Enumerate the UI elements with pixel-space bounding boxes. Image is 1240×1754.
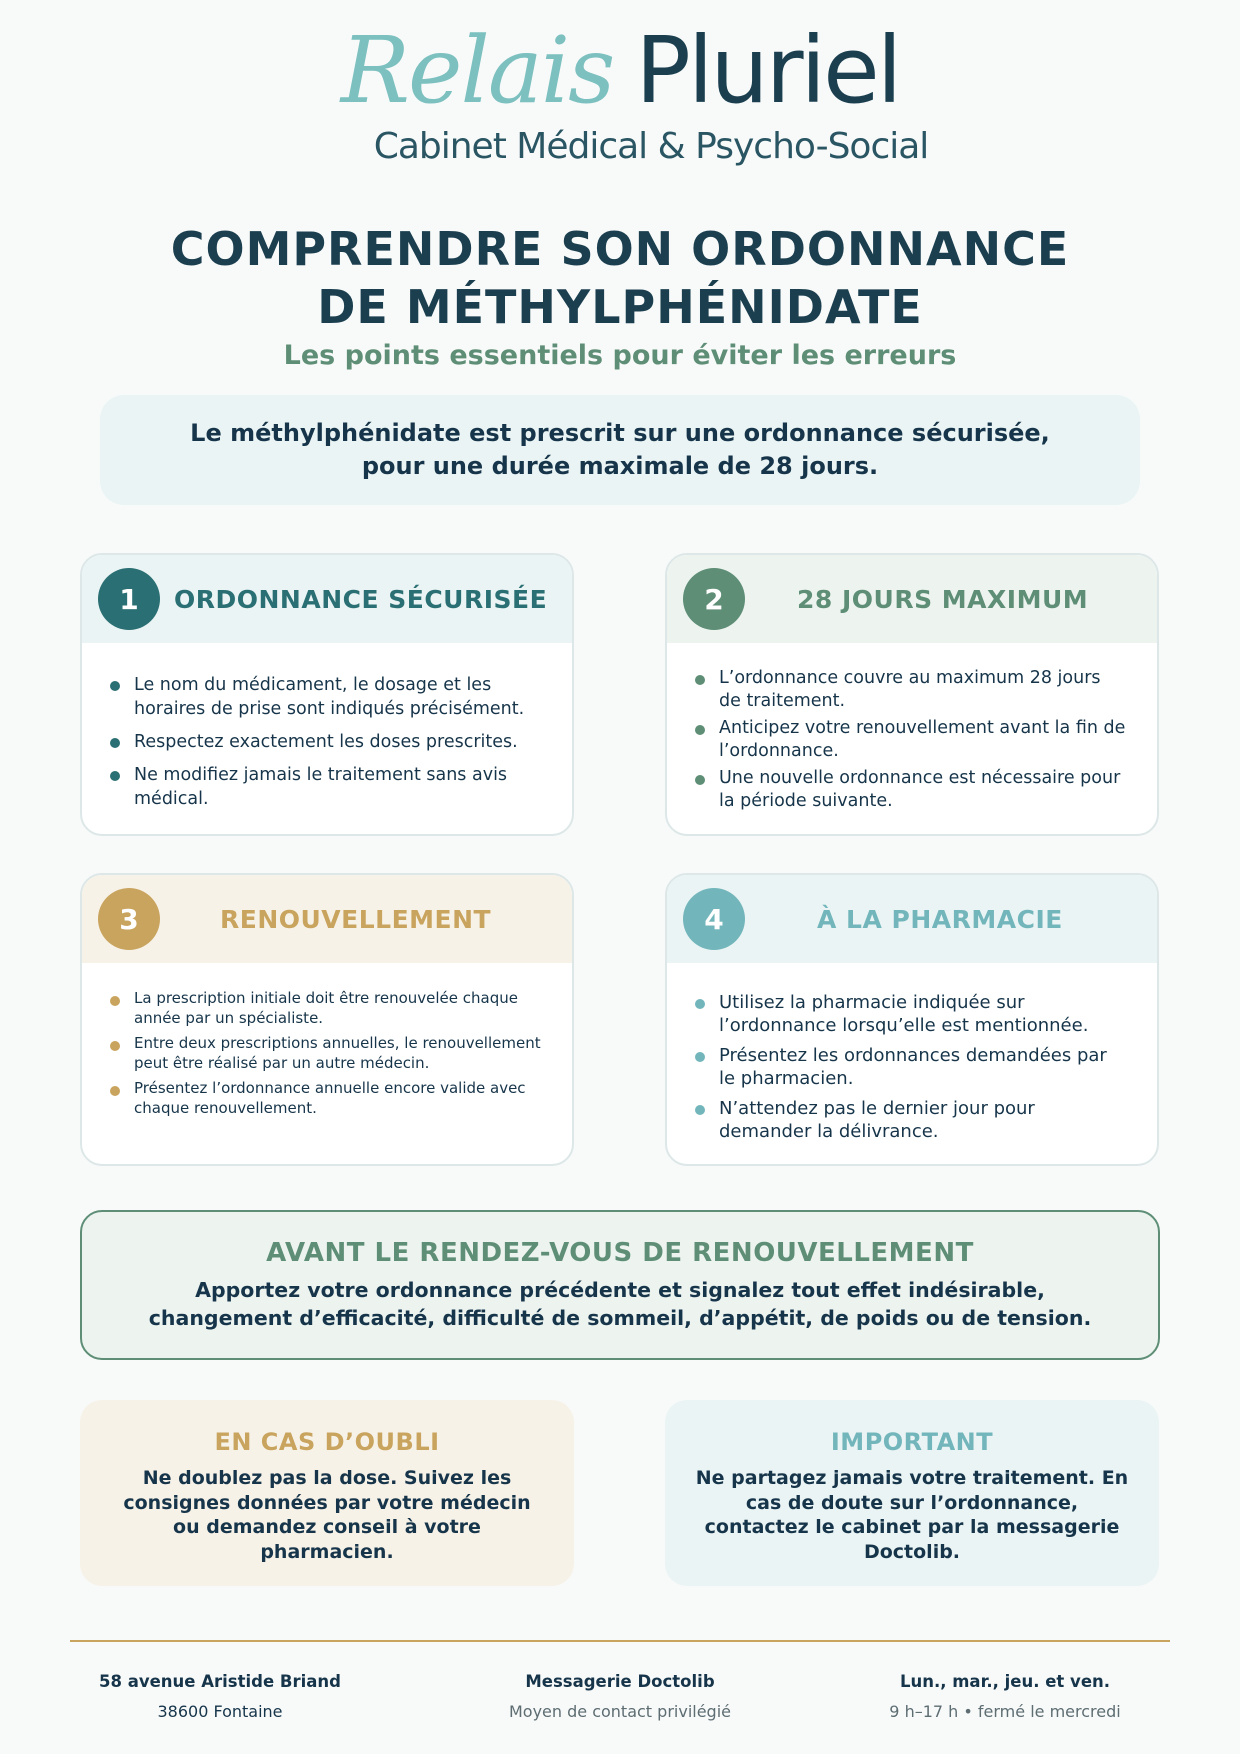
list-item: Présentez l’ordonnance annuelle encore valide avec chaque renouvellement. bbox=[134, 1079, 542, 1118]
step-number-badge: 1 bbox=[98, 568, 160, 630]
list-item: Anticipez votre renouvellement avant la fin de l’ordonnance. bbox=[719, 718, 1126, 761]
card-header bbox=[667, 555, 1157, 643]
list-item: La prescription initiale doit être renouvelée chaque année par un spécialiste. bbox=[134, 989, 542, 1028]
list-item: Une nouvelle ordonnance est nécessaire pour la période suivante. bbox=[719, 767, 1127, 813]
list-item: Ne modifiez jamais le traitement sans avis médical. bbox=[134, 763, 542, 811]
page-title-line2: DE MÉTHYLPHÉNIDATE bbox=[317, 280, 923, 334]
list-item: L’ordonnance couvre au maximum 28 jours de traitement. bbox=[719, 667, 1127, 713]
card-title: ORDONNANCE SÉCURISÉE bbox=[174, 584, 548, 614]
forgotten-dose-box bbox=[80, 1400, 574, 1586]
important-title: IMPORTANT bbox=[830, 1428, 994, 1456]
card-list bbox=[719, 667, 1127, 813]
list-item: Respectez exactement les doses prescrites. bbox=[134, 730, 542, 754]
page-subtitle: Les points essentiels pour éviter les erreurs bbox=[283, 340, 957, 371]
card-header bbox=[82, 555, 572, 643]
page-title bbox=[0, 220, 1240, 336]
footer-contact-sub: Moyen de contact privilégié bbox=[508, 1702, 731, 1721]
page-title-line1: COMPRENDRE SON ORDONNANCE bbox=[170, 222, 1070, 276]
logo-pluriel: Pluriel bbox=[635, 17, 900, 124]
forgotten-dose-title: EN CAS D’OUBLI bbox=[214, 1428, 440, 1456]
logo-subtitle: Cabinet Médical & Psycho-Social bbox=[373, 126, 929, 167]
card-28-jours-maximum bbox=[665, 553, 1159, 836]
before-appointment-title: AVANT LE RENDEZ-VOUS DE RENOUVELLEMENT bbox=[266, 1238, 974, 1268]
card-renouvellement bbox=[80, 873, 574, 1166]
logo-relais: Relais bbox=[340, 17, 614, 124]
forgotten-dose-text: Ne doublez pas la dose. Suivez les consignes données par votre médecin ou demandez conseil à votre pharmacien. bbox=[123, 1467, 531, 1563]
before-appointment-line2: changement d’efficacité, difficulté de sommeil, d’appétit, de poids ou de tension. bbox=[148, 1306, 1092, 1330]
card-header bbox=[667, 875, 1157, 963]
intro-line1: Le méthylphénidate est prescrit sur une ordonnance sécurisée, bbox=[190, 419, 1050, 447]
card-list bbox=[134, 673, 542, 811]
card-title: RENOUVELLEMENT bbox=[220, 904, 492, 934]
card-title: 28 JOURS MAXIMUM bbox=[797, 584, 1089, 614]
footer-address-city: 38600 Fontaine bbox=[157, 1702, 283, 1721]
footer-contact bbox=[470, 1672, 770, 1721]
step-number-badge: 3 bbox=[98, 888, 160, 950]
step-number-badge: 4 bbox=[683, 888, 745, 950]
important-text: Ne partagez jamais votre traitement. En cas de doute sur l’ordonnance, contactez le cabinet par la messagerie Doctolib. bbox=[695, 1467, 1129, 1563]
footer-hours bbox=[855, 1672, 1155, 1721]
footer-address bbox=[70, 1672, 370, 1721]
card-header bbox=[82, 875, 572, 963]
footer-address-street: 58 avenue Aristide Briand bbox=[99, 1672, 341, 1691]
step-number-badge: 2 bbox=[683, 568, 745, 630]
list-item: Utilisez la pharmacie indiquée sur l’ordonnance lorsqu’elle est mentionnée. bbox=[719, 991, 1127, 1037]
before-appointment-text bbox=[82, 1276, 1158, 1332]
card-title: À LA PHARMACIE bbox=[817, 904, 1063, 934]
list-item: N’attendez pas le dernier jour pour demander la délivrance. bbox=[719, 1097, 1127, 1143]
intro-line2: pour une durée maximale de 28 jours. bbox=[361, 452, 879, 480]
list-item: Présentez les ordonnances demandées par le pharmacien. bbox=[719, 1044, 1127, 1090]
footer-contact-title: Messagerie Doctolib bbox=[525, 1672, 715, 1691]
footer-divider bbox=[70, 1640, 1170, 1642]
card-list bbox=[134, 989, 542, 1118]
intro-banner bbox=[100, 395, 1140, 505]
list-item: Le nom du médicament, le dosage et les horaires de prise sont indiqués précisément. bbox=[134, 673, 542, 721]
before-appointment-panel bbox=[80, 1210, 1160, 1360]
card-list bbox=[719, 991, 1127, 1143]
card-ordonnance-securisee bbox=[80, 553, 574, 836]
footer-hours-times: 9 h–17 h • fermé le mercredi bbox=[889, 1702, 1121, 1721]
footer-hours-days: Lun., mar., jeu. et ven. bbox=[899, 1672, 1111, 1691]
logo bbox=[0, 17, 1240, 167]
list-item: Entre deux prescriptions annuelles, le renouvellement peut être réalisé par un autre médecin. bbox=[134, 1034, 541, 1072]
important-box bbox=[665, 1400, 1159, 1586]
before-appointment-line1: Apportez votre ordonnance précédente et signalez tout effet indésirable, bbox=[195, 1278, 1045, 1302]
card-a-la-pharmacie bbox=[665, 873, 1159, 1166]
